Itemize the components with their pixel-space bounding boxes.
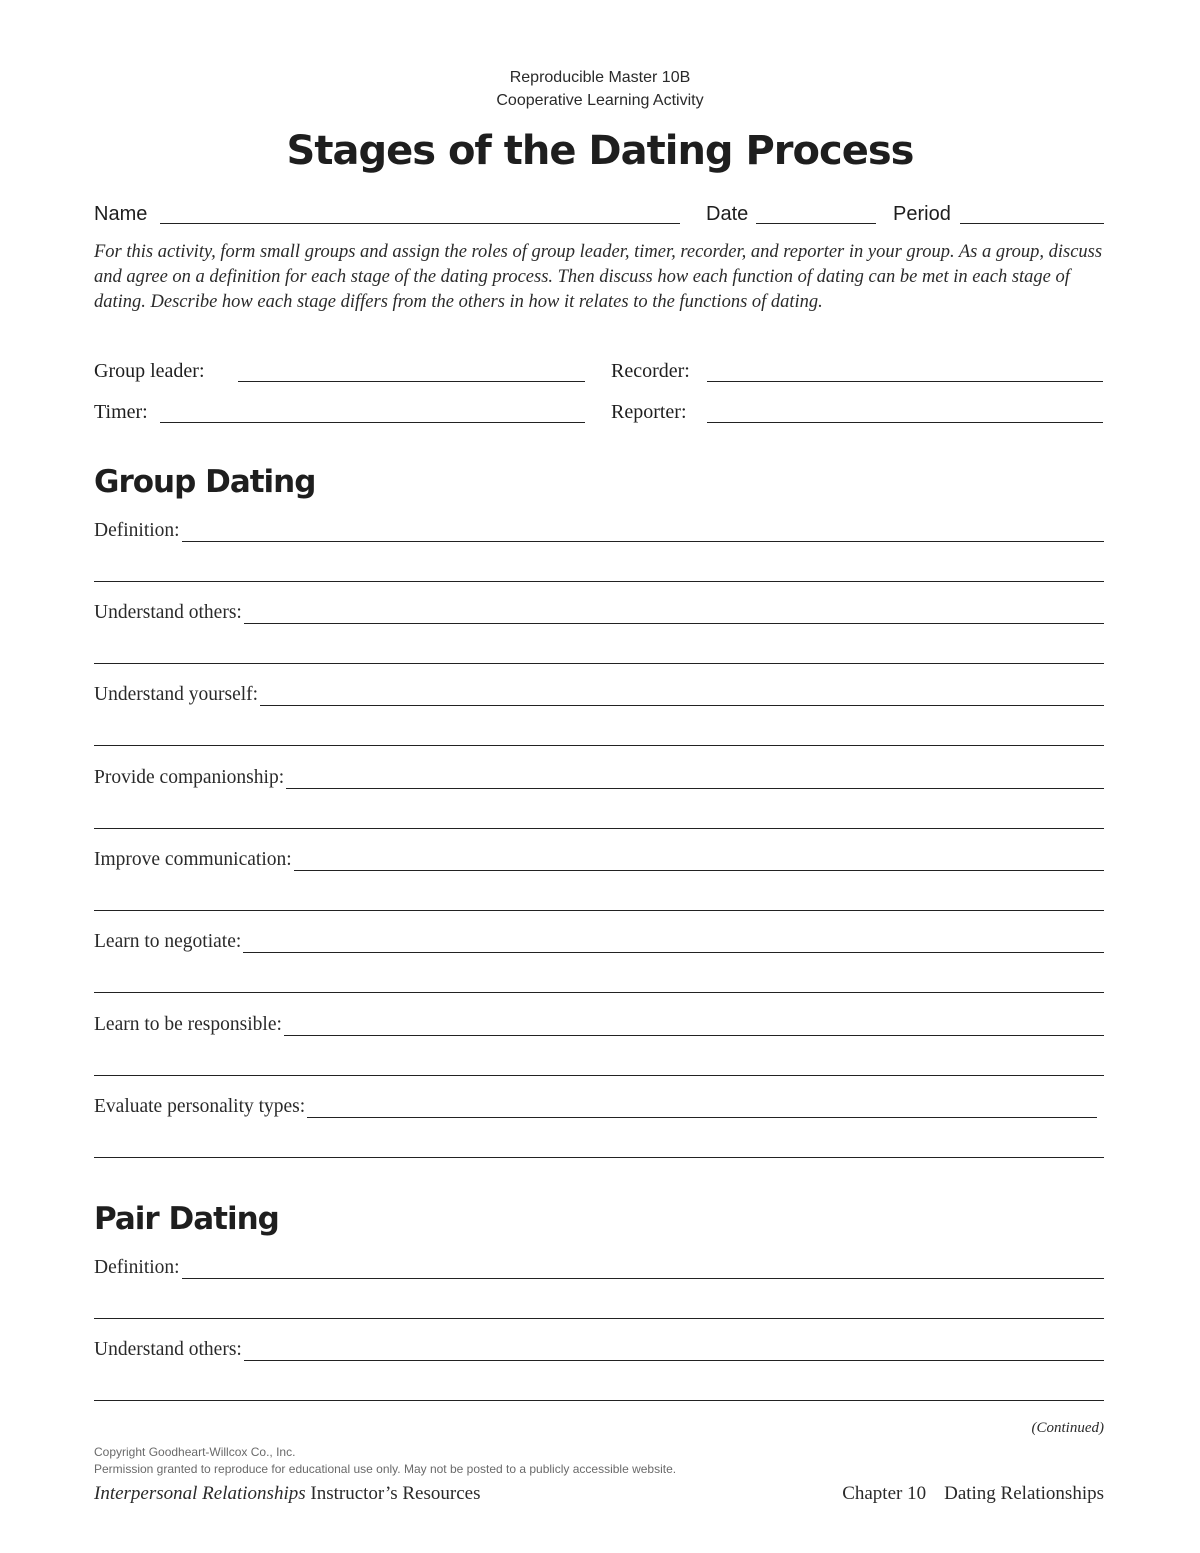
book-title-italic: Interpersonal Relationships — [94, 1483, 306, 1504]
date-label: Date — [706, 203, 749, 225]
name-field[interactable] — [160, 223, 680, 224]
blank-answer-line[interactable] — [94, 828, 1104, 829]
blank-answer-line[interactable] — [94, 1318, 1104, 1319]
field-label: Evaluate personality types: — [94, 1096, 306, 1117]
book-title-rest: Instructor’s Resources — [305, 1483, 481, 1504]
copyright-notice — [94, 1444, 676, 1478]
group-negotiate-row — [94, 931, 1104, 957]
master-number: Reproducible Master 10B — [509, 69, 691, 86]
pair-understand-others-field[interactable] — [94, 1360, 1104, 1361]
group-leader-field[interactable] — [238, 381, 585, 382]
recorder-row — [611, 360, 1103, 386]
blank-answer-line[interactable] — [94, 1075, 1104, 1076]
pair-understand-others-row — [94, 1339, 1104, 1365]
blank-answer-line[interactable] — [94, 663, 1104, 664]
chapter-info — [842, 1483, 1104, 1505]
blank-answer-line[interactable] — [94, 745, 1104, 746]
reporter-label: Reporter: — [611, 401, 687, 423]
reporter-field[interactable] — [707, 422, 1103, 423]
field-label: Learn to negotiate: — [94, 931, 242, 952]
period-label: Period — [893, 203, 951, 225]
continued-note: (Continued) — [1031, 1420, 1104, 1436]
blank-answer-line[interactable] — [94, 910, 1104, 911]
page-header — [0, 66, 1200, 112]
blank-answer-line[interactable] — [94, 581, 1104, 582]
timer-row — [94, 401, 585, 427]
field-label: Learn to be responsible: — [94, 1014, 282, 1035]
field-label: Provide companionship: — [94, 767, 285, 788]
blank-answer-line[interactable] — [94, 1400, 1104, 1401]
name-label: Name — [94, 203, 148, 225]
recorder-label: Recorder: — [611, 360, 690, 382]
field-label: Understand others: — [94, 602, 242, 623]
group-understand-others-row — [94, 602, 1104, 628]
field-label: Definition: — [94, 520, 180, 541]
field-label: Improve communication: — [94, 849, 292, 870]
instructions-paragraph: For this activity, form small groups and assign the roles of group leader, timer, recorder, and reporter in your group. As a group, discuss and agree on a definition for each stage of the dating process. Then discuss how each function of dating can be met in each stage of dating. Describe how each stage differs from the others in how it relates to the functions of dating. — [94, 242, 1103, 312]
reporter-row — [611, 401, 1103, 427]
group-understand-others-field[interactable] — [94, 623, 1104, 624]
group-understand-yourself-row — [94, 684, 1104, 710]
group-negotiate-field[interactable] — [94, 952, 1104, 953]
blank-answer-line[interactable] — [94, 1157, 1104, 1158]
group-definition-field[interactable] — [94, 541, 1104, 542]
date-field[interactable] — [756, 223, 876, 224]
group-personality-row — [94, 1096, 1097, 1122]
group-definition-row — [94, 520, 1104, 546]
book-title — [94, 1483, 480, 1505]
field-label: Understand others: — [94, 1339, 242, 1360]
group-leader-label: Group leader: — [94, 360, 205, 382]
section-title-group-dating: Group Dating — [94, 464, 316, 500]
period-field[interactable] — [960, 223, 1104, 224]
chapter-title: Dating Relationships — [944, 1483, 1104, 1504]
field-label: Definition: — [94, 1257, 180, 1278]
activity-type: Cooperative Learning Activity — [496, 92, 704, 109]
student-info-row — [94, 203, 1104, 229]
blank-answer-line[interactable] — [94, 992, 1104, 993]
group-communication-row — [94, 849, 1104, 875]
group-companionship-row — [94, 767, 1104, 793]
field-label: Understand yourself: — [94, 684, 259, 705]
page-title: Stages of the Dating Process — [286, 128, 914, 174]
pair-definition-field[interactable] — [94, 1278, 1104, 1279]
timer-label: Timer: — [94, 401, 148, 423]
recorder-field[interactable] — [707, 381, 1103, 382]
group-responsible-row — [94, 1014, 1104, 1040]
permission-line: Permission granted to reproduce for educational use only. May not be posted to a publicly accessible website. — [94, 1462, 677, 1476]
group-leader-row — [94, 360, 585, 386]
chapter-number: Chapter 10 — [842, 1483, 927, 1504]
section-title-pair-dating: Pair Dating — [94, 1201, 279, 1237]
pair-definition-row — [94, 1257, 1104, 1283]
copyright-line: Copyright Goodheart-Willcox Co., Inc. — [94, 1445, 296, 1459]
timer-field[interactable] — [160, 422, 585, 423]
